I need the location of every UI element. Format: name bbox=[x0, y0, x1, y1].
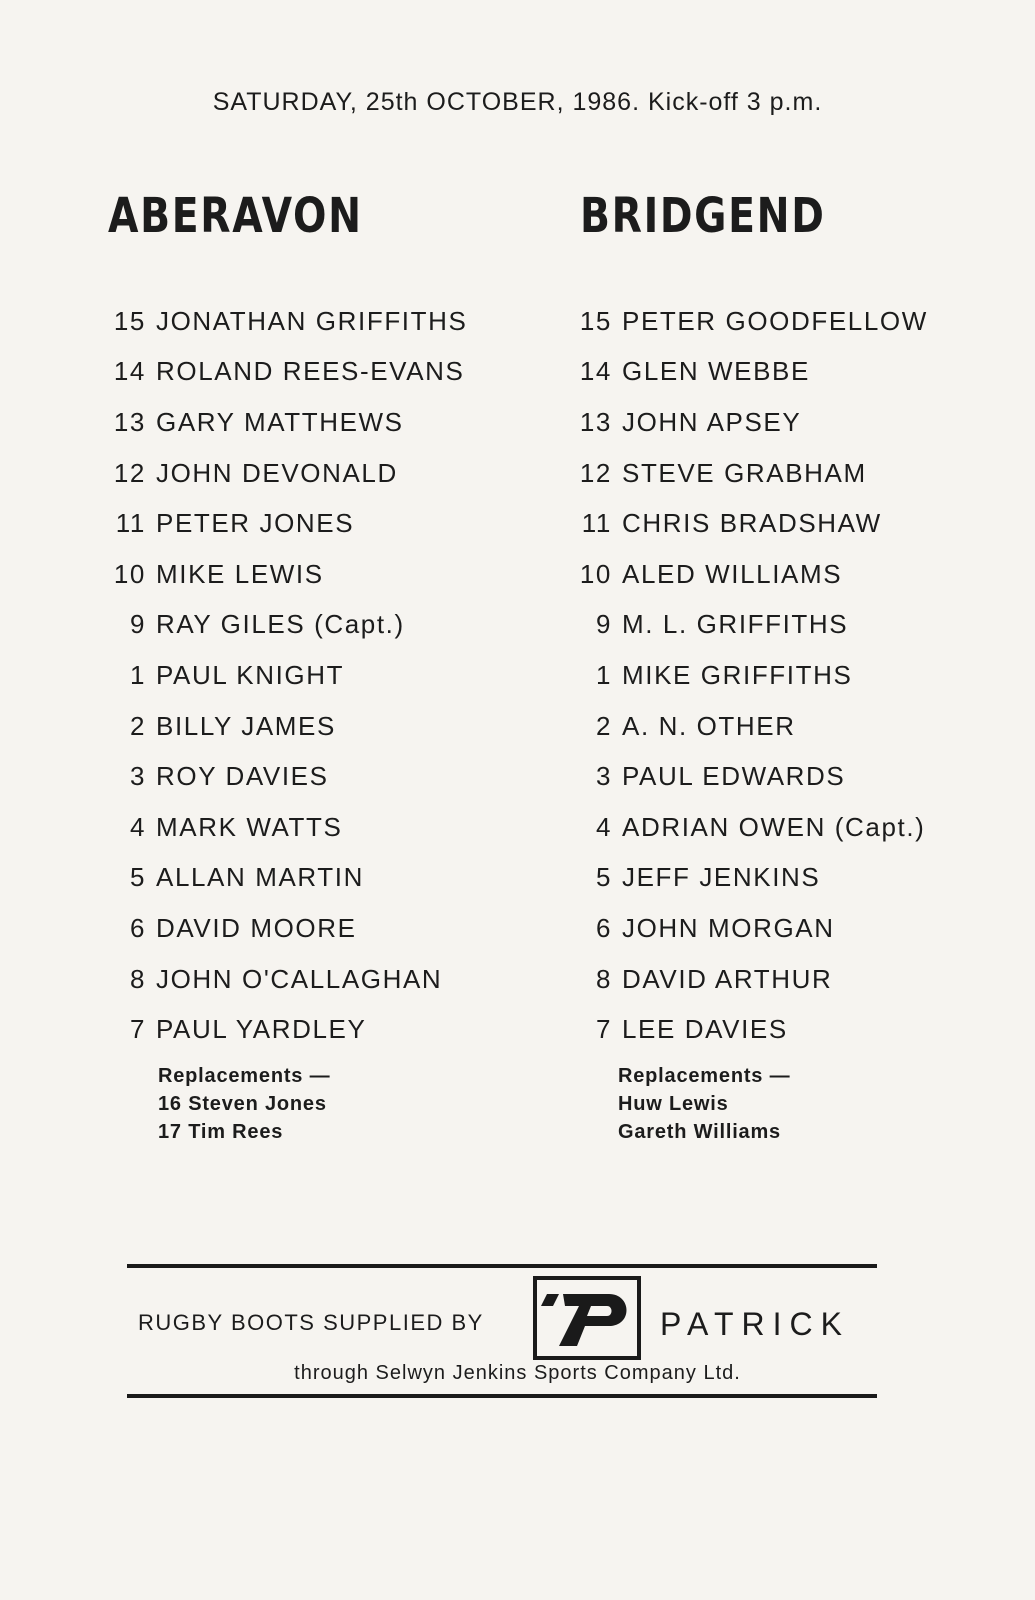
player-number: 14 bbox=[113, 356, 146, 387]
player-row bbox=[100, 549, 467, 600]
player-name: MIKE GRIFFITHS bbox=[622, 659, 853, 690]
player-row bbox=[566, 549, 928, 600]
player-name: GLEN WEBBE bbox=[622, 356, 810, 387]
player-row bbox=[566, 397, 928, 448]
player-row bbox=[100, 954, 467, 1005]
player-number: 10 bbox=[579, 558, 612, 589]
player-number: 9 bbox=[129, 609, 146, 640]
player-name: PETER JONES bbox=[156, 508, 355, 539]
player-number: 10 bbox=[113, 558, 146, 589]
replacements-label: Replacements — bbox=[158, 1065, 331, 1087]
player-name: ADRIAN OWEN (Capt.) bbox=[622, 811, 926, 842]
player-row bbox=[566, 600, 928, 651]
player-row bbox=[100, 853, 467, 904]
player-number: 14 bbox=[579, 356, 612, 387]
player-row bbox=[100, 397, 467, 448]
player-number: 1 bbox=[595, 659, 612, 690]
player-row bbox=[566, 650, 928, 701]
player-row bbox=[100, 701, 467, 752]
player-number: 1 bbox=[129, 659, 146, 690]
player-row bbox=[100, 802, 467, 853]
player-row bbox=[566, 701, 928, 752]
player-name: ALED WILLIAMS bbox=[622, 558, 843, 589]
player-number: 6 bbox=[595, 912, 612, 943]
player-number: 8 bbox=[129, 963, 146, 994]
player-number: 9 bbox=[595, 609, 612, 640]
roster-aberavon bbox=[100, 296, 467, 1055]
player-row bbox=[100, 1004, 467, 1055]
replacement-player: Gareth Williams bbox=[618, 1121, 781, 1143]
player-number: 7 bbox=[129, 1014, 146, 1045]
brand-name: PATRICK bbox=[660, 1306, 850, 1342]
player-row bbox=[566, 954, 928, 1005]
player-name: JOHN O'CALLAGHAN bbox=[156, 963, 443, 994]
divider-bottom bbox=[127, 1394, 877, 1398]
player-row bbox=[566, 903, 928, 954]
boots-supplied-by: RUGBY BOOTS SUPPLIED BY bbox=[138, 1310, 484, 1335]
divider-top bbox=[127, 1264, 877, 1268]
match-date-line: SATURDAY, 25th OCTOBER, 1986. Kick-off 3 p.m. bbox=[212, 88, 823, 116]
replacements-aberavon bbox=[158, 1062, 330, 1146]
player-number: 7 bbox=[595, 1014, 612, 1045]
player-row bbox=[566, 448, 928, 499]
patrick-p-logo-icon bbox=[533, 1276, 641, 1360]
player-number: 13 bbox=[113, 406, 146, 437]
player-name: LEE DAVIES bbox=[622, 1014, 788, 1045]
player-row bbox=[100, 296, 467, 347]
player-row bbox=[100, 448, 467, 499]
player-name: JOHN DEVONALD bbox=[156, 457, 398, 488]
player-name: DAVID ARTHUR bbox=[622, 963, 833, 994]
player-name: RAY GILES (Capt.) bbox=[156, 609, 405, 640]
player-row bbox=[566, 498, 928, 549]
player-number: 4 bbox=[595, 811, 612, 842]
player-name: JONATHAN GRIFFITHS bbox=[156, 305, 468, 336]
player-name: MARK WATTS bbox=[156, 811, 343, 842]
player-number: 3 bbox=[129, 761, 146, 792]
player-name: JOHN MORGAN bbox=[622, 912, 835, 943]
player-number: 2 bbox=[595, 710, 612, 741]
player-name: MIKE LEWIS bbox=[156, 558, 324, 589]
player-number: 5 bbox=[595, 862, 612, 893]
player-name: ALLAN MARTIN bbox=[156, 862, 364, 893]
replacements-bridgend bbox=[618, 1062, 790, 1146]
player-number: 11 bbox=[115, 508, 146, 539]
player-name: JOHN APSEY bbox=[622, 406, 802, 437]
player-name: PAUL EDWARDS bbox=[622, 761, 846, 792]
player-number: 13 bbox=[579, 406, 612, 437]
player-name: M. L. GRIFFITHS bbox=[622, 609, 849, 640]
player-row bbox=[566, 296, 928, 347]
player-row bbox=[100, 347, 467, 398]
player-name: CHRIS BRADSHAW bbox=[622, 508, 882, 539]
replacement-player: Huw Lewis bbox=[618, 1093, 729, 1115]
roster-bridgend bbox=[566, 296, 928, 1055]
player-name: PAUL KNIGHT bbox=[156, 659, 345, 690]
player-row bbox=[100, 751, 467, 802]
player-number: 8 bbox=[595, 963, 612, 994]
player-row bbox=[566, 751, 928, 802]
player-name: GARY MATTHEWS bbox=[156, 406, 404, 437]
replacements-label: Replacements — bbox=[618, 1065, 791, 1087]
replacement-player: 16 Steven Jones bbox=[158, 1093, 327, 1115]
player-row bbox=[566, 802, 928, 853]
player-name: A. N. OTHER bbox=[622, 710, 796, 741]
player-number: 2 bbox=[129, 710, 146, 741]
player-name: PAUL YARDLEY bbox=[156, 1014, 367, 1045]
player-row bbox=[100, 600, 467, 651]
player-row bbox=[566, 1004, 928, 1055]
player-name: STEVE GRABHAM bbox=[622, 457, 867, 488]
player-name: JEFF JENKINS bbox=[622, 862, 821, 893]
player-name: ROY DAVIES bbox=[156, 761, 329, 792]
player-row bbox=[566, 853, 928, 904]
team-name-aberavon: ABERAVON bbox=[108, 188, 363, 244]
player-number: 11 bbox=[581, 508, 612, 539]
player-number: 6 bbox=[129, 912, 146, 943]
player-name: DAVID MOORE bbox=[156, 912, 357, 943]
player-number: 12 bbox=[579, 457, 612, 488]
player-number: 15 bbox=[113, 305, 146, 336]
player-number: 3 bbox=[595, 761, 612, 792]
player-number: 15 bbox=[579, 305, 612, 336]
player-name: PETER GOODFELLOW bbox=[622, 305, 928, 336]
team-name-bridgend: BRIDGEND bbox=[580, 188, 826, 244]
player-number: 4 bbox=[129, 811, 146, 842]
supplier-line: through Selwyn Jenkins Sports Company Ltd. bbox=[294, 1362, 741, 1384]
player-name: ROLAND REES-EVANS bbox=[156, 356, 465, 387]
player-row bbox=[566, 347, 928, 398]
player-row bbox=[100, 650, 467, 701]
player-number: 5 bbox=[129, 862, 146, 893]
replacement-player: 17 Tim Rees bbox=[158, 1121, 284, 1143]
player-row bbox=[100, 903, 467, 954]
player-name: BILLY JAMES bbox=[156, 710, 336, 741]
player-number: 12 bbox=[113, 457, 146, 488]
player-row bbox=[100, 498, 467, 549]
